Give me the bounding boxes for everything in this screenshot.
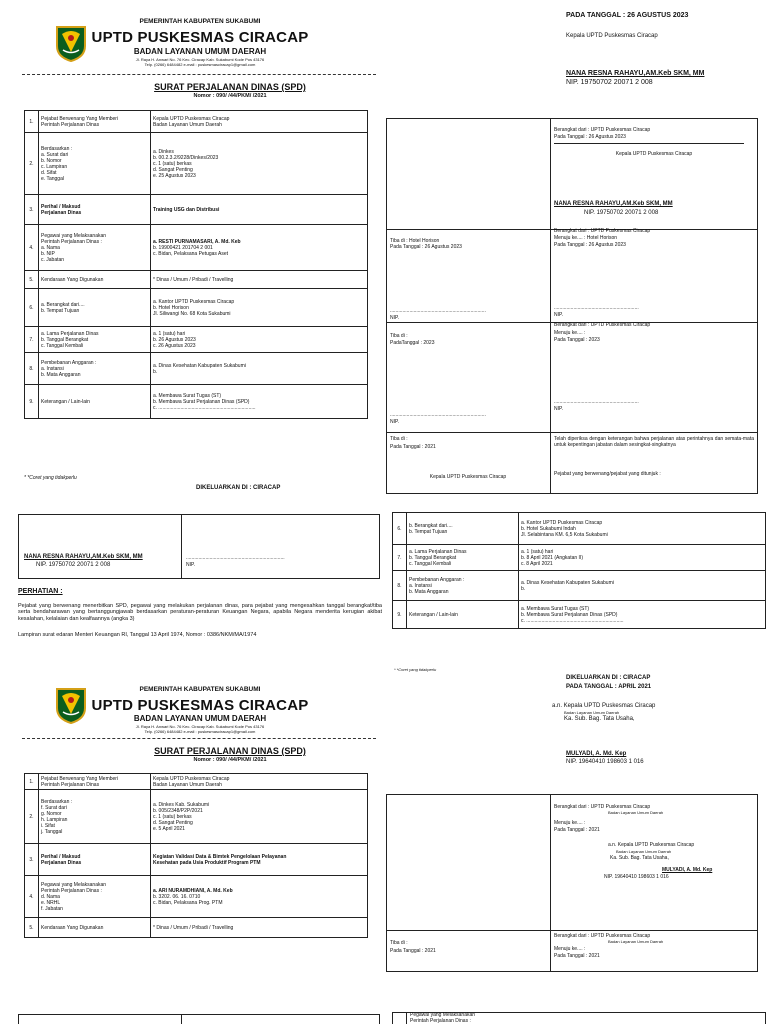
table-row	[25, 195, 368, 225]
header-addr-2-1: Jl. Raya H. Anwari No. 76 Kec. Ciracap Kab. Sukabumi Kode Pos 43176	[135, 724, 265, 729]
row-label	[39, 271, 151, 289]
header-addr-1: Jl. Raya H. Anwari No. 76 Kec. Ciracap Kab. Sukabumi Kode Pos 43176	[135, 57, 265, 62]
row-number: 4.	[25, 876, 39, 918]
table-row	[25, 774, 368, 790]
table-row	[393, 545, 766, 571]
row-value-line: a. Membawa Surat Tugas (ST)	[521, 605, 590, 612]
row-label	[39, 327, 151, 353]
row-label-line: Berdasarkan :	[41, 798, 73, 805]
bottom-box-right-divider	[406, 1012, 407, 1024]
row-label-line: a. Instansi	[409, 582, 432, 589]
p1-berangkat-3: Berangkat dari : UPTD Puskesmas Ciracap	[554, 322, 651, 328]
header-name: UPTD PUSKESMAS CIRACAP	[91, 29, 309, 46]
header-divider-2	[22, 738, 376, 739]
row-value	[151, 195, 368, 225]
row-label-line: h. Lampiran	[41, 816, 68, 823]
p2-pada-tgl-2: Pada Tanggal : 2021	[554, 953, 600, 959]
row-value-line: c. ......................................................................	[153, 404, 256, 411]
table-row	[25, 133, 368, 195]
kepala-top: Kepala UPTD Puskesmas Ciracap	[566, 33, 658, 39]
row-label	[39, 195, 151, 225]
row-label-line: a. Instansi	[41, 365, 64, 372]
p2-pada-tgl: Pada Tanggal : 2021	[554, 827, 600, 833]
perhatian-title: PERHATIAN :	[18, 588, 63, 595]
row-value	[151, 790, 368, 844]
row-number: 6.	[393, 513, 407, 545]
row-number: 1.	[25, 111, 39, 133]
p1-berangkat: Berangkat dari : UPTD Puskesmas Ciracap	[554, 127, 651, 133]
row-value-line: b. Membawa Surat Perjalanan Dinas (SPD)	[521, 611, 618, 618]
panel1-vdivider	[550, 118, 551, 494]
p1-dots-4: .............................................................	[554, 399, 639, 405]
row-label-line: a. Lama Perjalanan Dinas	[41, 330, 99, 337]
row-label-line: b. Mata Anggaran	[41, 371, 81, 378]
row-label-line: f. Jabatan	[41, 905, 63, 912]
row-label-line: e. NRHL	[41, 899, 61, 906]
row-label-line: c. Tanggal Kembali	[409, 560, 452, 567]
bottom-box-divider	[181, 1014, 182, 1024]
row-value	[151, 353, 368, 385]
p1-pejabat: Pejabat yang berwenang/pejabat yang ditunjuk :	[554, 471, 661, 477]
blud-2: Badan Layanan Umum Daerah	[564, 710, 620, 715]
row-label	[39, 876, 151, 918]
row-label	[39, 133, 151, 195]
bottom-box-left	[18, 1014, 380, 1024]
pada-tanggal-2: PADA TANGGAL : APRIL 2021	[566, 684, 652, 690]
p1-nip-label-1: NIP.	[390, 315, 400, 321]
p2-kasub: Ka. Sub. Bag. Tata Usaha,	[610, 855, 669, 861]
row-label-line: a. Lama Perjalanan Dinas	[409, 548, 467, 555]
table-row	[25, 353, 368, 385]
p1-kepala-2: Kepala UPTD Puskesmas Ciracap	[429, 474, 507, 480]
row-label-line: c. Tanggal Kembali	[41, 342, 84, 349]
mid-official-nip: NIP. 19750702 20071 2 008	[36, 562, 111, 568]
row-value-line: b. 8 April 2021 (Angkatan II)	[521, 554, 583, 561]
row-value-line: e. 25 Agustus 2023	[153, 172, 196, 179]
row-label	[407, 601, 519, 629]
row-label	[39, 844, 151, 876]
row-label-line: i. Sifat	[41, 822, 55, 829]
spd-table-2-continuation	[392, 512, 766, 629]
row-value	[151, 289, 368, 327]
p2-berangkat: Berangkat dari : UPTD Puskesmas Ciracap	[554, 804, 651, 810]
table-row	[25, 289, 368, 327]
p1-name: NANA RESNA RAHAYU,AM.Keb SKM, MM	[554, 201, 673, 207]
row-value-line: c. ......................................................................	[521, 617, 624, 624]
row-value-line: b. 005/2348/P2P/2021	[153, 807, 203, 814]
row-value-line: Kegiatan Validasi Data & Bimtek Pengelolaan Pelayanan	[153, 853, 287, 860]
row-value	[151, 844, 368, 876]
p1-pada-tgl-2: Pada Tanggal : 26 Agustus 2023	[554, 242, 626, 248]
row-label	[39, 790, 151, 844]
header-sub: BADAN LAYANAN UMUM DAERAH	[133, 47, 267, 56]
table-row	[25, 918, 368, 938]
header-gov: PEMERINTAH KABUPATEN SUKABUMI	[139, 18, 261, 25]
official-name-top: NANA RESNA RAHAYU,AM.Keb SKM, MM	[566, 70, 705, 77]
row-number: 9.	[25, 385, 39, 419]
table-row	[25, 790, 368, 844]
header-addr-2: Telp. (0266) 6484482 e-mail : puskesmasciracap1@gmail.com	[144, 62, 256, 67]
row-label-line: Perihal / Maksud	[41, 853, 81, 860]
row-label-line: Pegawai yang Melaksanakan	[41, 881, 107, 888]
row-number: 6.	[25, 289, 39, 327]
row-value-line: b.	[521, 585, 526, 592]
p2-menuju-2: Menuju ke.... :	[554, 946, 586, 952]
row-value	[151, 385, 368, 419]
row-label-line: b. Nomor	[41, 157, 62, 164]
table-row	[393, 571, 766, 601]
p2-menuju: Menuju ke.... :	[554, 820, 586, 826]
row-value-line: a. Membawa Surat Tugas (ST)	[153, 392, 222, 399]
row-label	[39, 111, 151, 133]
row-value-line: d. Sangat Penting	[153, 819, 193, 826]
row-label-line: Perintah Perjalanan Dinas	[41, 781, 100, 788]
table-row	[25, 844, 368, 876]
p1-nip-label-4: NIP.	[554, 406, 564, 412]
row-label-line: b. Berangkat dari....	[409, 522, 453, 529]
mid-official-name: NANA RESNA RAHAYU,AM.Keb SKM, MM	[24, 554, 143, 560]
mid-nip-label: NIP.	[186, 562, 196, 568]
header-name-2: UPTD PUSKESMAS CIRACAP	[91, 697, 309, 714]
row-label-line: Perintah Perjalanan Dinas	[41, 121, 100, 128]
row-value	[519, 571, 766, 601]
row-label	[407, 545, 519, 571]
row-value-line: Kesehatan pada Usia Produktif Program PTM	[153, 859, 261, 866]
row-value	[151, 774, 368, 790]
row-label	[39, 385, 151, 419]
p2-tiba: Tiba di :	[390, 940, 408, 946]
row-number: 9.	[393, 601, 407, 629]
doc-title-2: SURAT PERJALANAN DINAS (SPD)	[154, 746, 306, 756]
row-label-line: c. Lampiran	[41, 163, 68, 170]
lampiran-text: Lampiran surat edaran Menteri Keuangan RI, Tanggal 13 April 1974, Nomor : 0386/NKM/MA/1974	[18, 632, 257, 638]
row-value-line: c. 26 Agustus 2023	[153, 342, 196, 349]
row-number: 1.	[25, 774, 39, 790]
row-value-line: Badan Layanan Umum Daerah	[153, 121, 222, 128]
row-value	[151, 225, 368, 271]
row-value-line: a. Kantor UPTD Puskesmas Ciracap	[521, 519, 603, 526]
bottom-pegawai-1: Pegawai yang Melaksanakan	[410, 1012, 476, 1018]
doc-nomor: Nomor : 090/ /44/PKM/ /2021	[193, 93, 267, 99]
row-value-line: c. 8 April 2021	[521, 560, 553, 567]
p2-official-name: MULYADI, A. Md. Kep	[662, 867, 713, 873]
row-number: 8.	[393, 571, 407, 601]
row-value-line: a. 1 (satu) hari	[153, 330, 186, 337]
official-nip-top: NIP. 19750702 20071 2 008	[566, 79, 653, 86]
row-value-line: b. 19900421 201704 2 001	[153, 244, 213, 251]
row-label-line: Keterangan / Lain-lain	[409, 611, 458, 618]
row-label-line: d. Sifat	[41, 169, 57, 176]
table-row	[25, 271, 368, 289]
row-label-line: Pembebanan Anggaran :	[409, 576, 465, 583]
table-row	[25, 876, 368, 918]
header-divider	[22, 74, 376, 75]
panel2-hr	[386, 930, 758, 931]
official-name-2: MULYADI, A. Md. Kep	[566, 751, 627, 757]
p2-official-nip: NIP. 19640410 198603 1 016	[604, 874, 669, 880]
header-gov-2: PEMERINTAH KABUPATEN SUKABUMI	[139, 686, 261, 693]
row-value-line: Kepala UPTD Puskesmas Ciracap	[153, 115, 230, 122]
logo-emblem	[54, 24, 88, 62]
row-value-line: * Dinas / Umum / Pribadi / Travelling	[153, 276, 234, 283]
bottom-pegawai-2: Perintah Perjalanan Dinas :	[410, 1018, 471, 1024]
row-value-line: a. 1 (satu) hari	[521, 548, 554, 555]
p2-blud-3: Badan Layanan Umum Daerah	[608, 939, 664, 944]
table-row	[393, 601, 766, 629]
row-label-line: b. Tanggal Berangkat	[409, 554, 457, 561]
row-label-line: Pembebanan Anggaran :	[41, 359, 97, 366]
p2-tiba-tgl: Pada Tanggal : 2021	[390, 948, 436, 954]
p1-tiba-tgl: Pada Tanggal : 26 Agustus 2023	[390, 244, 462, 250]
row-value-line: * Dinas / Umum / Pribadi / Travelling	[153, 924, 234, 931]
p1-dots-2: .............................................................	[554, 305, 639, 311]
row-label	[407, 571, 519, 601]
row-value-line: d. Sangat Penting	[153, 166, 193, 173]
p1-nip-label-2: NIP.	[554, 312, 564, 318]
row-value	[151, 327, 368, 353]
table-row	[25, 385, 368, 419]
row-value-line: b. Hotel Sukabumi Indah	[521, 525, 576, 532]
row-label-line: b. Tempat Tujuan	[41, 307, 80, 314]
row-value-line: c. Bidan, Pelaksana Petugas Aset	[153, 250, 229, 257]
table-row	[25, 327, 368, 353]
official-nip-2: NIP. 19640410 198603 1 016	[566, 759, 644, 765]
row-label-line: a. Surat dari	[41, 151, 69, 158]
row-label-line: j. Tanggal	[41, 828, 63, 835]
table-row	[25, 111, 368, 133]
row-label-line: Perintah Perjalanan Dinas :	[41, 887, 102, 894]
row-value-line: b. 26 Agustus 2023	[153, 336, 196, 343]
p1-dots-1: .....................................................................	[390, 308, 486, 314]
row-value-line: b. 3202. 06. 16. 0710	[153, 893, 201, 900]
spd-table-1	[24, 110, 368, 419]
p1-menuju-3: Menuju ke.... :	[554, 330, 586, 336]
row-label	[39, 289, 151, 327]
row-label-line: f. Surat dari	[41, 804, 67, 811]
row-label-line: Pejabat Berwenang Yang Memberi	[41, 775, 119, 782]
row-value-line: c. Bidan, Pelaksana Prog. PTM	[153, 899, 223, 906]
row-label-line: Perihal / Maksud	[41, 203, 81, 210]
row-label-line: Kendaraan Yang Digunakan	[41, 276, 104, 283]
row-label-line: a. Berangkat dari....	[41, 301, 85, 308]
row-label-line: b. Tanggal Berangkat	[41, 336, 89, 343]
kasub-2: Ka. Sub. Bag. Tata Usaha,	[564, 716, 635, 722]
row-label	[39, 225, 151, 271]
dikeluarkan-2: DIKELUARKAN DI : CIRACAP	[566, 675, 651, 681]
p1-tiba-2: Tiba di :	[390, 333, 408, 339]
panel2-vdivider	[550, 794, 551, 972]
row-label-line: g. Nomor	[41, 810, 62, 817]
p2-berangkat-2: Berangkat dari : UPTD Puskesmas Ciracap	[554, 933, 651, 939]
row-value-line: a. RESTI PURNAMASARI, A. Md. Keb	[153, 238, 241, 245]
row-number: 7.	[25, 327, 39, 353]
row-value-line: a. Dinas Kesehatan Kabupaten Sukabumi	[521, 579, 614, 586]
row-label	[39, 353, 151, 385]
doc-title: SURAT PERJALANAN DINAS (SPD)	[154, 82, 306, 92]
row-value-line: a. Kantor UPTD Puskesmas Ciracap	[153, 298, 235, 305]
sig-box-divider	[181, 514, 182, 579]
dikeluarkan-1: DIKELUARKAN DI : CIRACAP	[196, 485, 281, 491]
row-label-line: Perjalanan Dinas	[41, 209, 82, 216]
row-number: 7.	[393, 545, 407, 571]
row-value-line: b. Membawa Surat Perjalanan Dinas (SPD)	[153, 398, 250, 405]
row-label-line: b. Mata Anggaran	[409, 588, 449, 595]
p1-kepala: Kepala UPTD Puskesmas Ciracap	[615, 151, 693, 157]
p1-tiba-3: Tiba di :	[390, 436, 408, 442]
row-label-line: c. Jabatan	[41, 256, 65, 263]
row-value-line: a. Dinas Kesehatan Kabupaten Sukabumi	[153, 362, 246, 369]
coret-note-1: * *Coret yang tidakperlu	[24, 475, 77, 481]
row-number: 8.	[25, 353, 39, 385]
an-kepala-2: a.n. Kepala UPTD Puskesmas Ciracap	[552, 703, 656, 709]
row-label-line: Keterangan / Lain-lain	[41, 398, 90, 405]
row-value-line: b.	[153, 368, 158, 375]
signature-box-mid	[18, 514, 380, 579]
row-value-line: Training USG dan Distribusi	[153, 206, 220, 213]
panel1-hr-3	[386, 432, 758, 433]
header-sub-2: BADAN LAYANAN UMUM DAERAH	[133, 714, 267, 723]
row-label	[407, 513, 519, 545]
p1-tiba-2-tgl: PadaTanggal : 2023	[390, 340, 435, 346]
coret-note-2: * *Coret yang tidakperlu	[394, 667, 437, 672]
p1-nip-label-3: NIP.	[390, 419, 400, 425]
row-number: 3.	[25, 195, 39, 225]
row-number: 5.	[25, 918, 39, 938]
row-label	[39, 774, 151, 790]
row-number: 2.	[25, 133, 39, 195]
table-row	[393, 513, 766, 545]
row-value-line: c. 1 (satu) berkas	[153, 813, 192, 820]
p1-dots-3: .....................................................................	[390, 412, 486, 418]
row-value	[151, 133, 368, 195]
row-label-line: b. Tempat Tujuan	[409, 528, 448, 535]
row-value-line: Jl. Siliwangi No. 68 Kota Sukabumi	[153, 310, 231, 317]
row-label-line: Perintah Perjalanan Dinas :	[41, 238, 102, 245]
pada-tanggal-top: PADA TANGGAL : 26 AGUSTUS 2023	[566, 12, 689, 19]
row-label-line: e. Tanggal	[41, 175, 64, 182]
logo-emblem-2	[54, 686, 88, 724]
p2-blud: Badan Layanan Umum Daerah	[608, 810, 664, 815]
row-value-line: b. Hotel Horison	[153, 304, 189, 311]
p1-nip: NIP. 19750702 20071 2 008	[584, 210, 659, 216]
row-value-line: a. ARI NURAMDHIANI, A. Md. Keb	[153, 887, 233, 894]
p2-an-kepala: a.n. Kepala UPTD Puskesmas Ciracap	[608, 842, 695, 848]
p2-blud-2: Badan Layanan Umum Daerah	[616, 849, 672, 854]
row-value	[519, 601, 766, 629]
p1-hr	[554, 143, 744, 144]
row-value-line: a. Dinkes Kab. Sukabumi	[153, 801, 210, 808]
p1-berangkat-2: Berangkat dari : UPTD Puskesmas Ciracap	[554, 228, 651, 234]
perhatian-text: Pejabat yang berwenang menerbitkan SPD, pegawai yang melakukan perjalanan dinas, para pejabat yang mengesahkan tanggal berangkat/tiba serta bendaharawan yang bertanggungjawab berdasarkan peraturan-peraturan Keuangan Negara, apabila Negara menderita kerugian akibat kesalahan, kelalaian dan kealfaannya (angka 3)	[18, 603, 382, 622]
row-number: 2.	[25, 790, 39, 844]
p1-menuju: Menuju ke.... : Hotel Horison	[554, 235, 618, 241]
mid-dots: .......................................................................	[186, 555, 285, 561]
row-value-line: Jl. Selabintana KM. 6,5 Kota Sukabumi	[521, 531, 608, 538]
p1-pada-tgl-3: Pada Tanggal : 2023	[554, 337, 600, 343]
p1-telah-diperiksa: Telah diperiksa dengan keterangan bahwa perjalanan atas perintahnya dan semata-mata untuk kepentingan jabatan dalam sesingkat-singkatnya	[554, 436, 754, 448]
row-number: 5.	[25, 271, 39, 289]
row-label-line: d. Nama	[41, 893, 60, 900]
row-value-line: Kepala UPTD Puskesmas Ciracap	[153, 775, 230, 782]
row-number: 3.	[25, 844, 39, 876]
row-label	[39, 918, 151, 938]
row-value	[519, 545, 766, 571]
row-value	[151, 918, 368, 938]
row-label-line: Pejabat Berwenang Yang Memberi	[41, 115, 119, 122]
row-value-line: Badan Layanan Umum Daerah	[153, 781, 222, 788]
row-value-line: c. 1 (satu) berkas	[153, 160, 192, 167]
row-label-line: b. NIP	[41, 250, 55, 257]
row-number: 4.	[25, 225, 39, 271]
row-value	[151, 876, 368, 918]
row-value-line: e. 5 April 2021	[153, 825, 185, 832]
row-label-line: Kendaraan Yang Digunakan	[41, 924, 104, 931]
row-value	[151, 111, 368, 133]
spd-table-2	[24, 773, 368, 938]
doc-nomor-2: Nomor : 090/ /44/PKM/ /2021	[193, 757, 267, 763]
row-value-line: b. 00.2.3.2/9228/Dinkes/2023	[153, 154, 219, 161]
row-label-line: Pegawai yang Melaksanakan	[41, 232, 107, 239]
p1-tiba: Tiba di : Hotel Horison	[390, 238, 440, 244]
row-value-line: a. Dinkes	[153, 148, 174, 155]
p1-tiba-3-tgl: Pada Tanggal : 2021	[390, 444, 436, 450]
table-row	[25, 225, 368, 271]
row-label-line: Perjalanan Dinas	[41, 859, 82, 866]
row-label-line: Berdasarkan :	[41, 145, 73, 152]
header-addr-2-2: Telp. (0266) 6484482 e-mail : puskesmasciracap1@gmail.com	[144, 729, 256, 734]
p1-pada-tanggal: Pada Tanggal : 26 Agustus 2023	[554, 134, 626, 140]
row-value	[151, 271, 368, 289]
row-value	[519, 513, 766, 545]
row-label-line: a. Nama	[41, 244, 60, 251]
